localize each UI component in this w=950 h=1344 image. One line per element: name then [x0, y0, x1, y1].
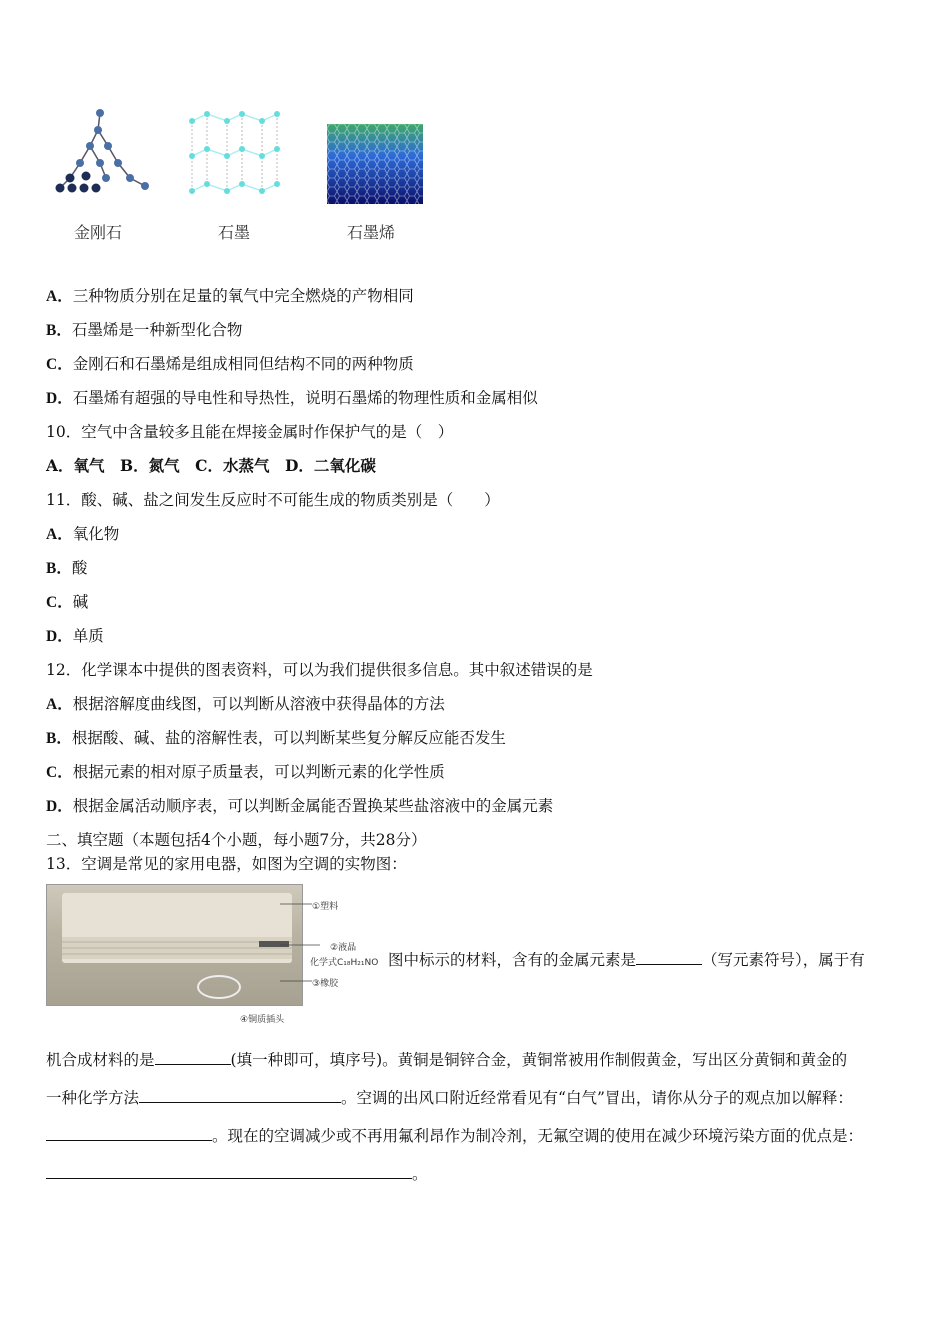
ac-label-lcd: ②液晶 [330, 943, 357, 953]
q12-option-a: A．根据溶解度曲线图，可以判断从溶液中获得晶体的方法 [46, 695, 445, 713]
q12-option-b: B．根据酸、碱、盐的溶解性表，可以判断某些复分解反应能否发生 [46, 729, 506, 747]
q11-stem: 11．酸、碱、盐之间发生反应时不可能生成的物质类别是（ ） [46, 491, 500, 509]
graphite-structure-figure [182, 106, 282, 204]
q11-option-c: C．碱 [46, 593, 89, 611]
q11-option-a: A．氧化物 [46, 525, 120, 543]
q13-line-2: 机合成材料的是 (填一种即可，填序号)。黄铜是铜锌合金，黄铜常被用作制假黄金，写出区分黄铜和黄金的 [46, 1051, 848, 1069]
ac-label-formula: 化学式C₁₈H₂₁NO [310, 958, 379, 968]
q13-line-3: 一种化学方法 。空调的出风口附近经常看见有“白气”冒出，请你从分子的观点加以解释： [46, 1089, 853, 1107]
q13-blank-chemical-method[interactable] [139, 1088, 341, 1103]
q9-option-b: B．石墨烯是一种新型化合物 [46, 321, 243, 339]
q13-line-5: 。 [46, 1164, 428, 1184]
q11-option-d: D．单质 [46, 627, 104, 645]
ac-label-plastic: ①塑料 [312, 902, 339, 912]
q13-stem: 13．空调是常见的家用电器，如图为空调的实物图： [46, 855, 407, 873]
q13-blank-metal-element[interactable] [636, 950, 702, 965]
q9-option-d: D．石墨烯有超强的导电性和导热性，说明石墨烯的物理性质和金属相似 [46, 389, 538, 407]
figure-label-diamond: 金刚石 [74, 223, 123, 242]
diamond-structure-figure [50, 108, 155, 208]
ac-leader-lines [280, 895, 320, 985]
q13-line-1: 图中标示的材料，含有的金属元素是 （写元素符号），属于有 [388, 951, 865, 969]
q12-stem: 12．化学课本中提供的图表资料，可以为我们提供很多信息。其中叙述错误的是 [46, 661, 593, 679]
graphene-structure-figure [327, 124, 423, 204]
q11-option-b: B．酸 [46, 559, 88, 577]
section-2-heading: 二、填空题（本题包括4个小题，每小题7分，共28分） [46, 831, 427, 849]
figure-label-graphene: 石墨烯 [347, 223, 396, 242]
ac-label-copper-plug: ④铜质插头 [240, 1015, 285, 1025]
q9-option-a: A．三种物质分别在足量的氧气中完全燃烧的产物相同 [46, 287, 414, 305]
air-conditioner-photo [46, 884, 303, 1006]
q9-option-c: C．金刚石和石墨烯是组成相同但结构不同的两种物质 [46, 355, 414, 373]
q10-stem: 10．空气中含量较多且能在焊接金属时作保护气的是（ ） [46, 423, 454, 441]
q13-line-4: 。现在的空调减少或不再用氟利昂作为制冷剂，无氟空调的使用在减少环境污染方面的优点是： [46, 1126, 863, 1146]
q13-blank-fluorine-free-advantage[interactable] [46, 1164, 412, 1179]
figure-label-graphite: 石墨 [218, 223, 251, 242]
q10-options: A．氧气 B．氮气 C．水蒸气 D．二氧化碳 [46, 456, 376, 475]
q13-blank-molecular-explanation[interactable] [46, 1126, 212, 1141]
q13-blank-synthetic-material[interactable] [155, 1050, 231, 1065]
q12-option-c: C．根据元素的相对原子质量表，可以判断元素的化学性质 [46, 763, 445, 781]
ac-label-rubber: ③橡胶 [312, 979, 339, 989]
q12-option-d: D．根据金属活动顺序表，可以判断金属能否置换某些盐溶液中的金属元素 [46, 797, 554, 815]
